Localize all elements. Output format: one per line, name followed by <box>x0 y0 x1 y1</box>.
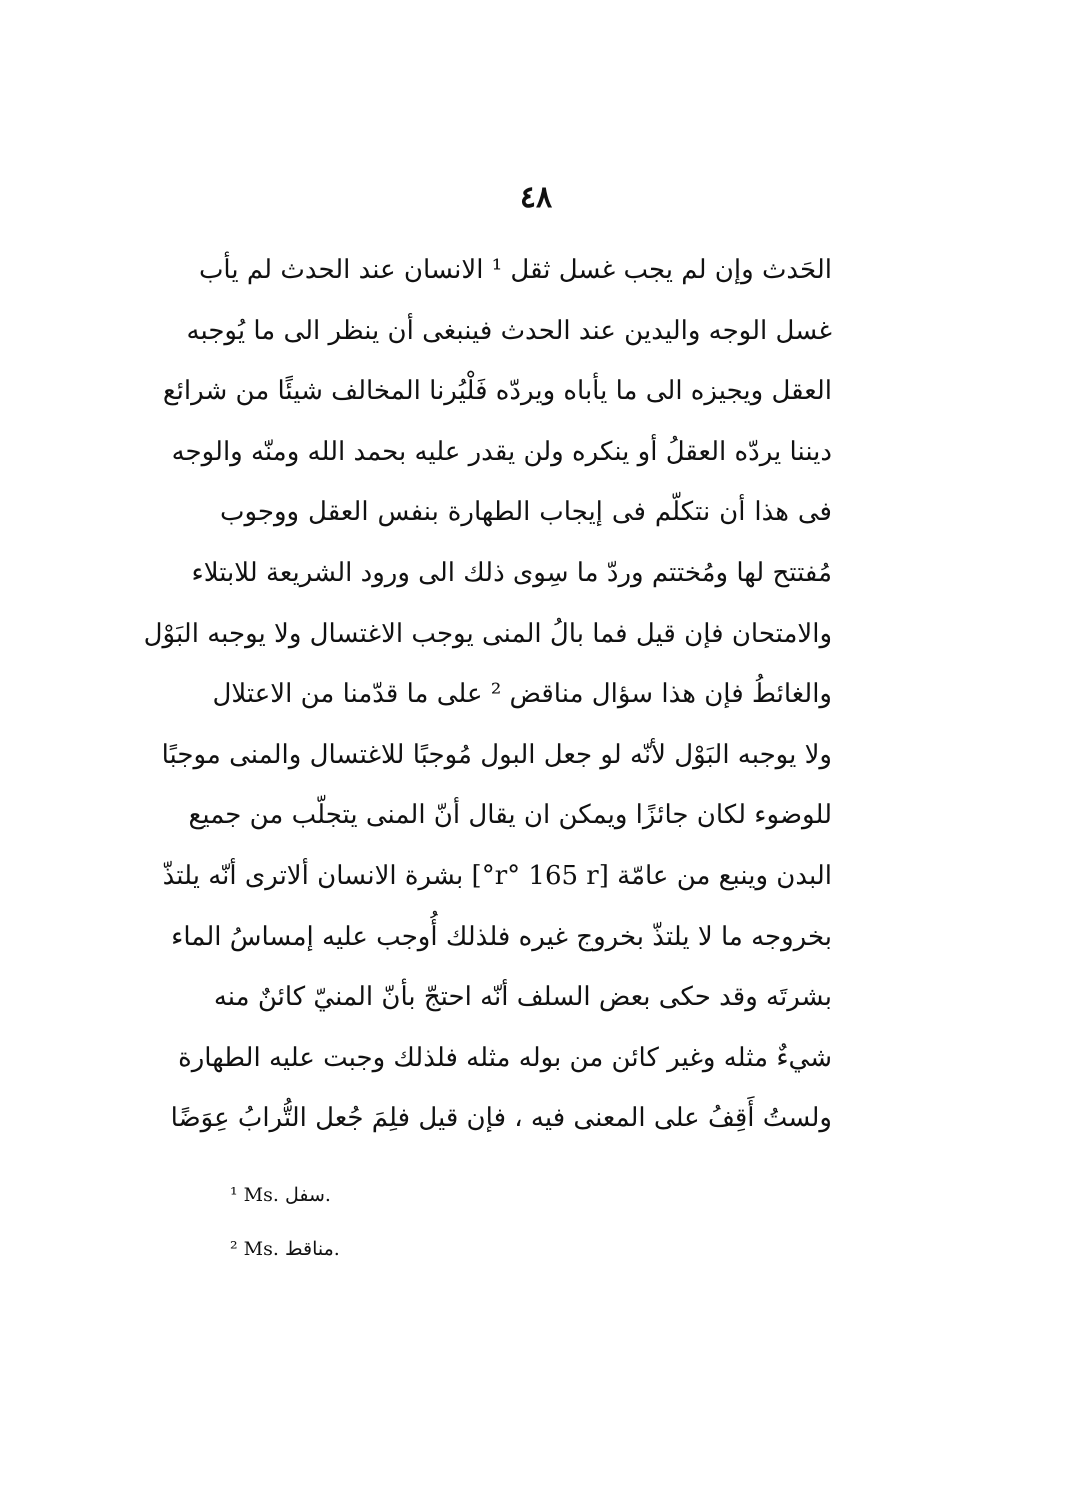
text-line: شيءٌ مثله وغير كائن من بوله مثله فلذلك وجبت عليه الطهارة <box>178 1042 832 1073</box>
text-line: ولا يوجبه البَوْل لأنّه لو جعل البول مُوجبًا للاغتسال والمنى موجبًا <box>161 739 832 770</box>
text-line: والغائطُ فإن هذا سؤال مناقض ² على ما قدّمنا من الاعتلال <box>212 679 832 710</box>
text-line: الحَدث وإن لم يجب غسل ثقل ¹ الانسان عند الحدث لم يأب <box>198 255 832 285</box>
footnote-2: ² Ms. مناقط. <box>230 1238 340 1260</box>
text-line: ولستُ أَقِفُ على المعنى فيه ، فإن قيل فلِمَ جُعل التُّرابُ عِوَضًا <box>170 1103 832 1134</box>
text-line: بخروجه ما لا يلتذّ بخروج غيره فلذلك أُوجب عليه إمساسُ الماء <box>171 921 832 952</box>
text-line: غسل الوجه واليدين عند الحدث فينبغى أن ينظر الى ما يُوجبه <box>186 315 832 346</box>
footnotes <box>230 1180 630 1288</box>
text-line: ديننا يردّه العقلُ أو ينكره ولن يقدر عليه بحمد الله ومنّه والوجه <box>171 436 832 467</box>
text-line: للوضوء لكان جائزًا ويمكن ان يقال أنّ المنى يتجلّب من جميع <box>188 800 832 831</box>
text-line: والامتحان فإن قيل فما بالُ المنى يوجب الاغتسال ولا يوجبه البَوْل <box>143 618 832 649</box>
text-line: البدن وينبع من عامّة [r° 165 r°] بشرة الانسان ألاترى أنّه يلتذّ <box>162 860 832 891</box>
text-line: العقل ويجيزه الى ما يأباه ويردّه فَلْيُرنا المخالف شيئًا من شرائع <box>162 376 832 407</box>
page-number: ٤٨ <box>519 180 553 215</box>
main-text-block <box>143 240 832 1149</box>
text-line: فى هذا أن نتكلّم فى إيجاب الطهارة بنفس العقل ووجوب <box>220 497 832 528</box>
footnote-1: ¹ Ms. سفل. <box>230 1184 331 1206</box>
text-line: بشرتَه وقد حكى بعض السلف أنّه احتجّ بأنّ المنيّ كائنٌ منه <box>213 982 832 1013</box>
text-line: مُفتتح لها ومُختتم وردّ ما سِوى ذلك الى ورود الشريعة للابتلاء <box>191 557 832 588</box>
